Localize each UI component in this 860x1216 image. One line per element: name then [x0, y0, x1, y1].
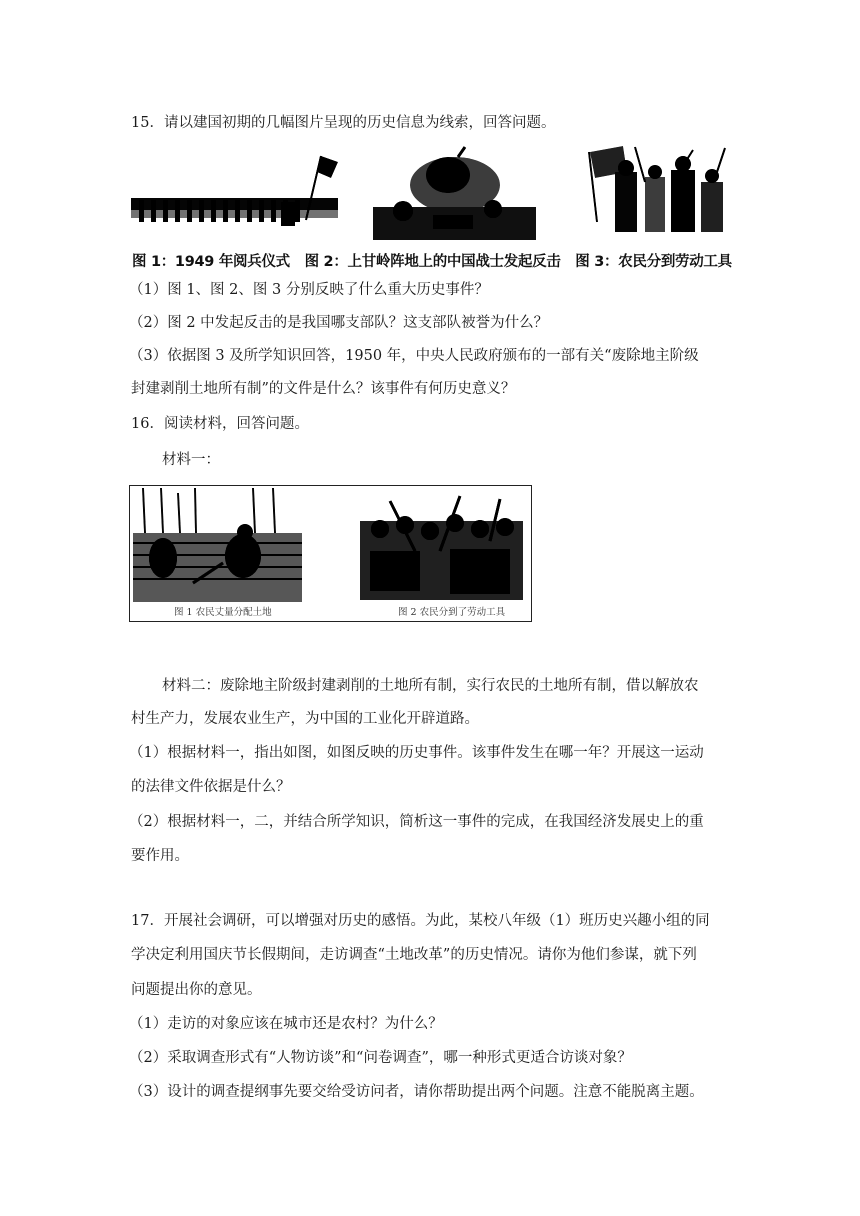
land-measuring-photo	[133, 488, 302, 602]
q15-caption-1: 图 1：1949 年阅兵仪式	[132, 254, 290, 270]
q17-stem-line3: 问题提出你的意见。	[131, 982, 262, 998]
q15-sub3-line1: （3）依据图 3 及所学知识回答，1950 年，中央人民政府颁布的一部有关“废除地主阶级	[129, 348, 699, 364]
q16-sub1-line1: （1）根据材料一，指出如图，如图反映的历史事件。该事件发生在哪一年？开展这一运动	[129, 745, 704, 761]
material2-line1: 材料二：废除地主阶级封建剥削的土地所有制，实行农民的土地所有制，借以解放农	[162, 678, 699, 694]
farmers-tools-photo-2	[360, 491, 523, 600]
material1-label: 材料一：	[162, 452, 220, 468]
parade-photo	[131, 150, 338, 240]
q17-sub2: （2）采取调查形式有“人物访谈”和“问卷调查”，哪一种形式更适合访谈对象？	[129, 1050, 632, 1066]
q15-caption-3: 图 3：农民分到劳动工具	[575, 254, 732, 270]
q17-sub3: （3）设计的调查提纲事先要交给受访问者，请你帮助提出两个问题。注意不能脱离主题。	[129, 1084, 704, 1100]
material1-caption-2: 图 2 农民分到了劳动工具	[398, 607, 506, 618]
q16-sub1-line2: 的法律文件依据是什么？	[131, 779, 291, 795]
q15-stem: 15．请以建国初期的几幅图片呈现的历史信息为线索，回答问题。	[131, 115, 556, 131]
material2-line2: 村生产力，发展农业生产，为中国的工业化开辟道路。	[131, 711, 479, 727]
q15-sub3-line2: 封建剥削土地所有制”的文件是什么？该事件有何历史意义？	[131, 381, 516, 397]
q15-caption-2: 图 2：上甘岭阵地上的中国战士发起反击	[304, 254, 561, 270]
q17-stem-line2: 学决定利用国庆节长假期间，走访调查“土地改革”的历史情况。请你为他们参谋，就下列	[131, 947, 697, 963]
material1-caption-1: 图 1 农民丈量分配土地	[174, 607, 272, 618]
q15-figure-captions	[132, 250, 742, 271]
q15-sub2: （2）图 2 中发起反击的是我国哪支部队？这支部队被誉为什么？	[129, 315, 549, 331]
farmers-tools-photo	[575, 142, 741, 240]
q16-stem: 16．阅读材料，回答问题。	[131, 416, 309, 432]
q16-sub2-line1: （2）根据材料一，二，并结合所学知识，简析这一事件的完成，在我国经济发展史上的重	[129, 814, 704, 830]
q17-stem-line1: 17．开展社会调研，可以增强对历史的感悟。为此，某校八年级（1）班历史兴趣小组的同	[131, 913, 710, 929]
battle-photo	[373, 145, 536, 240]
q17-sub1: （1）走访的对象应该在城市还是农村？为什么？	[129, 1016, 443, 1032]
q15-sub1: （1）图 1、图 2、图 3 分别反映了什么重大历史事件？	[129, 282, 489, 298]
q16-sub2-line2: 要作用。	[131, 848, 189, 864]
